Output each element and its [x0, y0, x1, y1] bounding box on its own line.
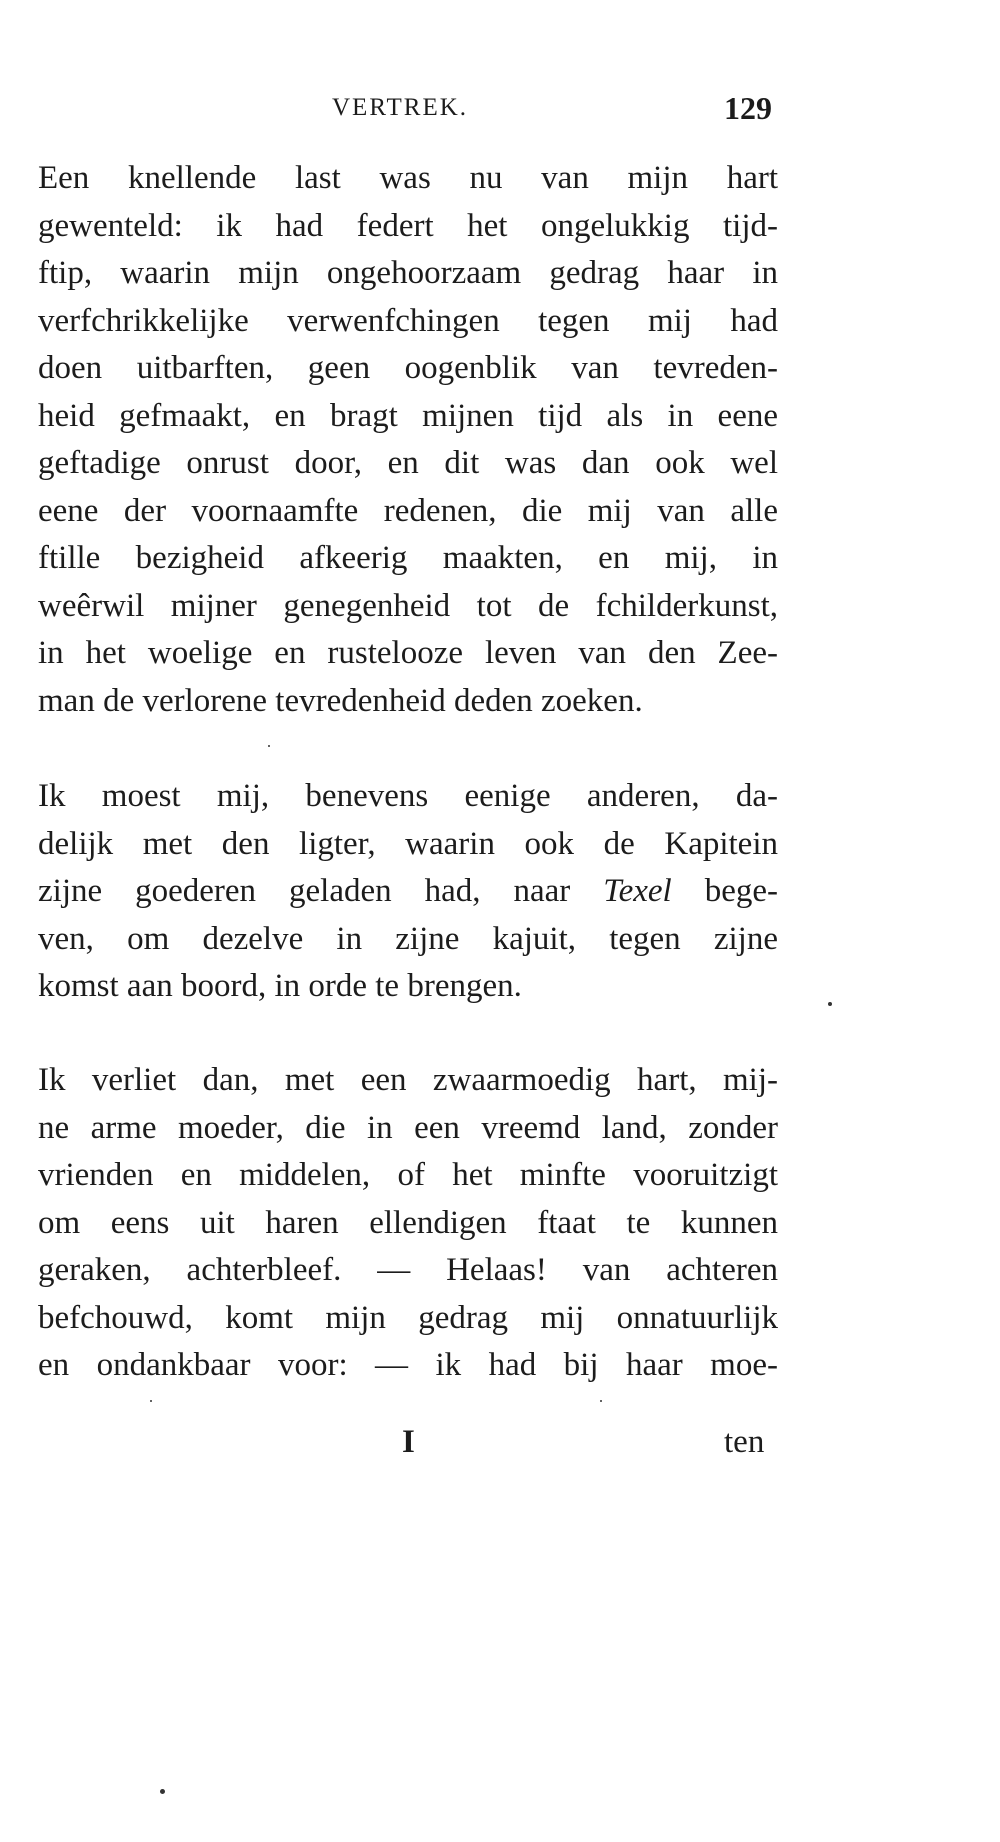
text-line: befchouwd, komt mijn gedrag mij onnatuurlijk	[38, 1299, 778, 1336]
text-line: ne arme moeder, die in een vreemd land, zonder	[38, 1109, 778, 1146]
ink-speck	[150, 1400, 152, 1402]
text-line: ftip, waarin mijn ongehoorzaam gedrag haar in	[38, 255, 778, 291]
text-line: delijk met den ligter, waarin ook de Kapitein	[38, 825, 778, 862]
text-line: Ik verliet dan, met een zwaarmoedig hart, mij-	[38, 1062, 778, 1098]
text-line: Ik moest mij, benevens eenige anderen, da-	[38, 778, 778, 814]
text-line: gewenteld: ik had federt het ongelukkig tijd-	[38, 207, 778, 244]
ink-speck	[600, 1400, 602, 1402]
text-line: doen uitbarften, geen oogenblik van tevreden-	[38, 350, 778, 386]
text-line: in het woelige en rustelooze leven van den Zee-	[38, 635, 778, 671]
text-line: geftadige onrust door, en dit was dan ook wel	[38, 445, 778, 481]
text-line: weêrwil mijner genegenheid tot de fchilderkunst,	[38, 587, 778, 624]
text-line: Een knellende last was nu van mijn hart	[38, 160, 778, 196]
running-head-title: VERTREK.	[332, 94, 469, 121]
paragraph-2	[38, 773, 778, 1011]
signature-mark: I	[402, 1424, 415, 1460]
paragraph-3	[38, 1057, 778, 1390]
text-line-with-italic: zijne goederen geladen had, naar Texel bege-	[38, 873, 778, 909]
ink-speck	[828, 1002, 832, 1006]
text-line: man de verlorene tevredenheid deden zoeken.	[38, 682, 643, 719]
text-line: geraken, achterbleef. — Helaas! van achteren	[38, 1252, 778, 1288]
italic-place-name: Texel	[603, 873, 672, 909]
paragraph-1	[38, 155, 778, 725]
text-line: ven, om dezelve in zijne kajuit, tegen zijne	[38, 920, 778, 957]
catchword: ten	[724, 1424, 765, 1460]
page-footer	[0, 1418, 1000, 1466]
text-line: verfchrikkelijke verwenfchingen tegen mij had	[38, 302, 778, 339]
running-head	[0, 88, 1000, 128]
page-number: 129	[724, 90, 772, 126]
text-line: heid gefmaakt, en bragt mijnen tijd als in eene	[38, 397, 778, 434]
ink-speck	[160, 1789, 165, 1794]
text-line: en ondankbaar voor: — ik had bij haar moe-	[38, 1347, 778, 1383]
text-line: vrienden en middelen, of het minfte vooruitzigt	[38, 1157, 778, 1193]
text-line: komst aan boord, in orde te brengen.	[38, 968, 522, 1004]
text-line: eene der voornaamfte redenen, die mij van alle	[38, 492, 778, 529]
text-line: ftille bezigheid afkeerig maakten, en mij, in	[38, 540, 778, 576]
ink-speck	[268, 745, 270, 747]
text-line: om eens uit haren ellendigen ftaat te kunnen	[38, 1204, 778, 1241]
